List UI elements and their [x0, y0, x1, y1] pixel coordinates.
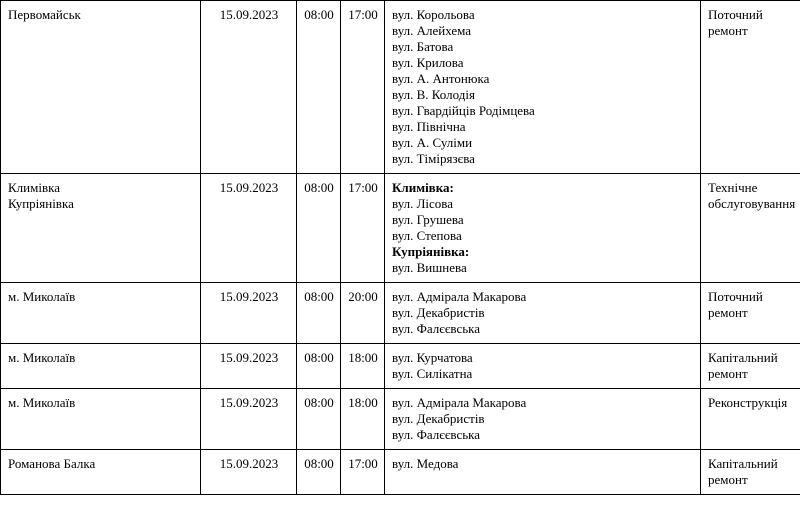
street-line: вул. Алейхема	[392, 23, 472, 38]
street-line: вул. Гвардійців Родімцева	[392, 103, 535, 118]
locality-cell	[1, 174, 201, 283]
locality-cell	[1, 450, 201, 495]
work-type-cell	[701, 1, 800, 174]
work-type-cell	[701, 450, 800, 495]
street-line: вул. А. Антонюка	[392, 71, 490, 86]
work-type-cell	[701, 389, 800, 450]
street-line: вул. Адмірала Макарова	[392, 395, 527, 410]
locality-line: Климівка	[8, 180, 60, 195]
work-type-line: Реконструкція	[708, 395, 788, 410]
street-line: вул. Декабристів	[392, 411, 485, 426]
street-line: вул. А. Суліми	[392, 135, 473, 150]
time-to-cell: 17:00	[341, 174, 385, 283]
work-type-line: ремонт	[708, 23, 748, 38]
time-to-cell: 18:00	[341, 389, 385, 450]
street-line: вул. Тімірязєва	[392, 151, 475, 166]
street-line: вул. Степова	[392, 228, 462, 243]
locality-cell	[1, 1, 201, 174]
streets-cell	[385, 450, 701, 495]
table-row	[1, 389, 800, 450]
work-type-line: Капітальний	[708, 350, 778, 365]
locality-cell	[1, 389, 201, 450]
locality-line: м. Миколаїв	[8, 395, 76, 410]
street-line: вул. Вишнева	[392, 260, 467, 275]
street-line: вул. Адмірала Макарова	[392, 289, 527, 304]
work-type-line: Технічне	[708, 180, 758, 195]
work-type-line: ремонт	[708, 366, 748, 381]
street-line: вул. Крилова	[392, 55, 464, 70]
table-row	[1, 283, 800, 344]
time-to-cell: 17:00	[341, 1, 385, 174]
work-type-line: ремонт	[708, 472, 748, 487]
date-cell: 15.09.2023	[201, 174, 297, 283]
street-line: вул. Фалєєвська	[392, 321, 481, 336]
date-cell: 15.09.2023	[201, 389, 297, 450]
time-from-cell: 08:00	[297, 174, 341, 283]
street-line: вул. Медова	[392, 456, 459, 471]
streets-cell	[385, 174, 701, 283]
locality-line: Первомайськ	[8, 7, 81, 22]
table-body	[1, 1, 800, 495]
work-type-line: Поточний	[708, 7, 763, 22]
table-row	[1, 1, 800, 174]
street-line: вул. Курчатова	[392, 350, 473, 365]
street-line: вул. В. Колодія	[392, 87, 475, 102]
date-cell: 15.09.2023	[201, 450, 297, 495]
work-type-line: обслуговування	[708, 196, 796, 211]
time-to-cell: 20:00	[341, 283, 385, 344]
table-row	[1, 174, 800, 283]
street-line: вул. Корольова	[392, 7, 475, 22]
locality-cell	[1, 344, 201, 389]
work-type-line: Поточний	[708, 289, 763, 304]
time-to-cell: 17:00	[341, 450, 385, 495]
time-from-cell: 08:00	[297, 283, 341, 344]
date-cell: 15.09.2023	[201, 344, 297, 389]
date-cell: 15.09.2023	[201, 1, 297, 174]
streets-cell	[385, 283, 701, 344]
time-from-cell: 08:00	[297, 1, 341, 174]
street-line: вул. Північна	[392, 119, 466, 134]
street-line: вул. Декабристів	[392, 305, 485, 320]
street-line: вул. Лісова	[392, 196, 454, 211]
work-type-line: ремонт	[708, 305, 748, 320]
street-line: вул. Батова	[392, 39, 454, 54]
street-group-heading: Купріянівка:	[392, 244, 470, 259]
locality-line: Романова Балка	[8, 456, 96, 471]
streets-cell	[385, 344, 701, 389]
street-line: вул. Фалєєвська	[392, 427, 481, 442]
locality-line: м. Миколаїв	[8, 289, 76, 304]
date-cell: 15.09.2023	[201, 283, 297, 344]
street-group-heading: Климівка:	[392, 180, 454, 195]
time-from-cell: 08:00	[297, 344, 341, 389]
locality-line: м. Миколаїв	[8, 350, 76, 365]
street-line: вул. Грушева	[392, 212, 464, 227]
work-type-cell	[701, 344, 800, 389]
work-type-line: Капітальний	[708, 456, 778, 471]
work-type-cell	[701, 283, 800, 344]
time-to-cell: 18:00	[341, 344, 385, 389]
time-from-cell: 08:00	[297, 450, 341, 495]
table-row	[1, 344, 800, 389]
work-type-cell	[701, 174, 800, 283]
street-line: вул. Силікатна	[392, 366, 473, 381]
streets-cell	[385, 389, 701, 450]
locality-cell	[1, 283, 201, 344]
streets-cell	[385, 1, 701, 174]
table-row	[1, 450, 800, 495]
locality-line: Купріянівка	[8, 196, 74, 211]
time-from-cell: 08:00	[297, 389, 341, 450]
